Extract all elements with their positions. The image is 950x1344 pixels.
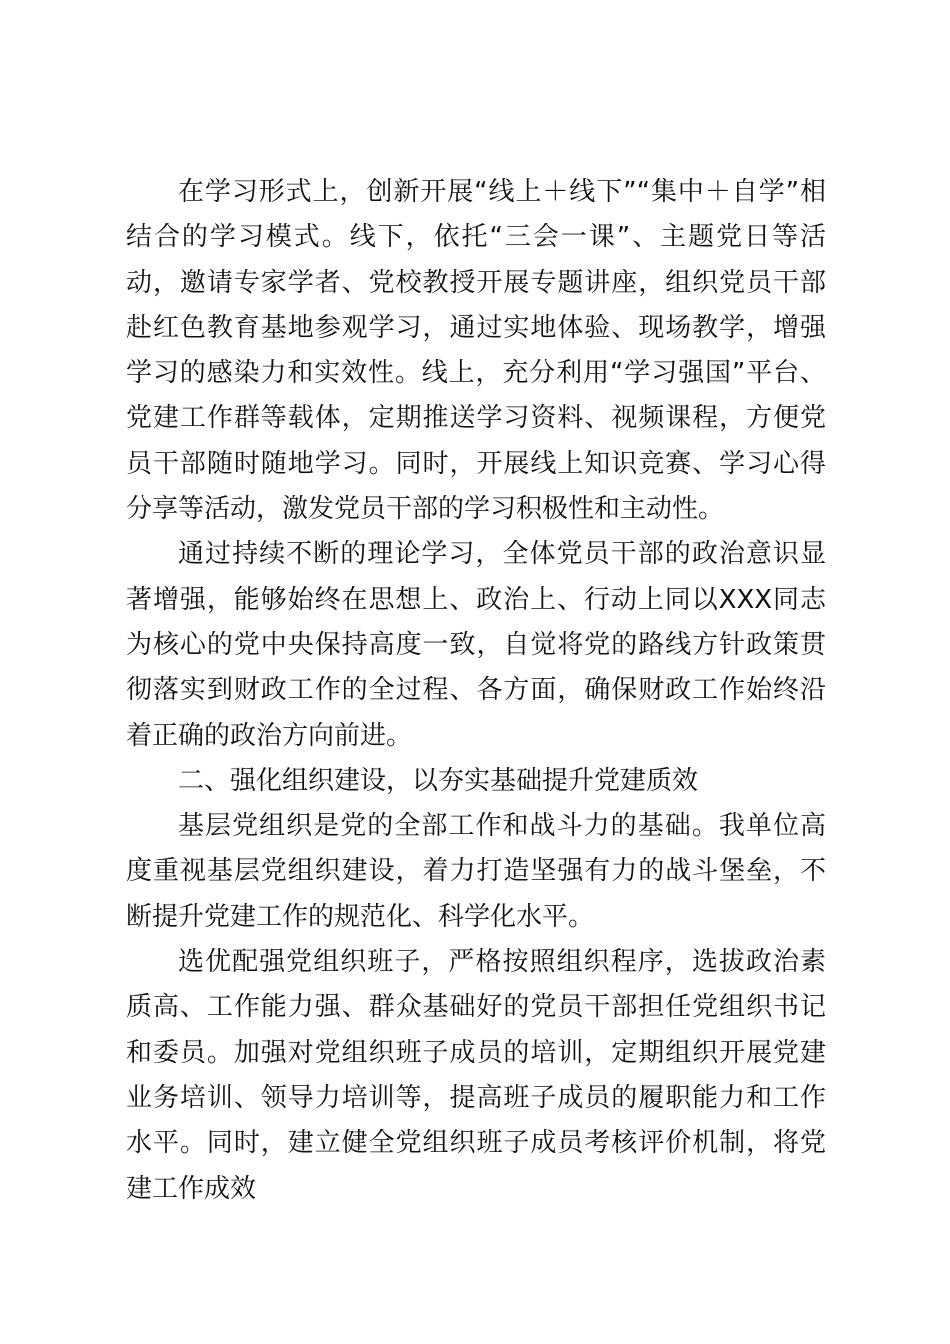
document-body (126, 170, 826, 1212)
paragraph-leadership-team: 选优配强党组织班子，严格按照组织程序，选拔政治素质高、工作能力强、群众基础好的党员干部担任党组织书记和委员。加强对党组织班子成员的培训，定期组织开展党建业务培训、领导力培训等，提高班子成员的履职能力和工作水平。同时，建立健全党组织班子成员考核评价机制，将党建工作成效 (126, 947, 826, 1204)
paragraph-theory-study-results: 通过持续不断的理论学习，全体党员干部的政治意识显著增强，能够始终在思想上、政治上、行动上同以XXX同志为核心的党中央保持高度一致，自觉将党的路线方针政策贯彻落实到财政工作的全过程、各方面，确保财政工作始终沿着正确的政治方向前进。 (126, 539, 826, 751)
section-heading-organization: 二、强化组织建设，以夯实基础提升党建质效 (178, 765, 699, 796)
paragraph-grassroots-organization: 基层党组织是党的全部工作和战斗力的基础。我单位高度重视基层党组织建设，着力打造坚强有力的战斗堡垒，不断提升党建工作的规范化、科学化水平。 (126, 811, 826, 932)
paragraph-learning-format: 在学习形式上，创新开展“线上＋线下”“集中＋自学”相结合的学习模式。线下，依托“三会一课”、主题党日等活动，邀请专家学者、党校教授开展专题讲座，组织党员干部赴红色教育基地参观学习，通过实地体验、现场教学，增强学习的感染力和实效性。线上，充分利用“学习强国”平台、党建工作群等载体，定期推送学习资料、视频课程，方便党员干部随时随地学习。同时，开展线上知识竞赛、学习心得分享等活动，激发党员干部的学习积极性和主动性。 (126, 177, 826, 525)
